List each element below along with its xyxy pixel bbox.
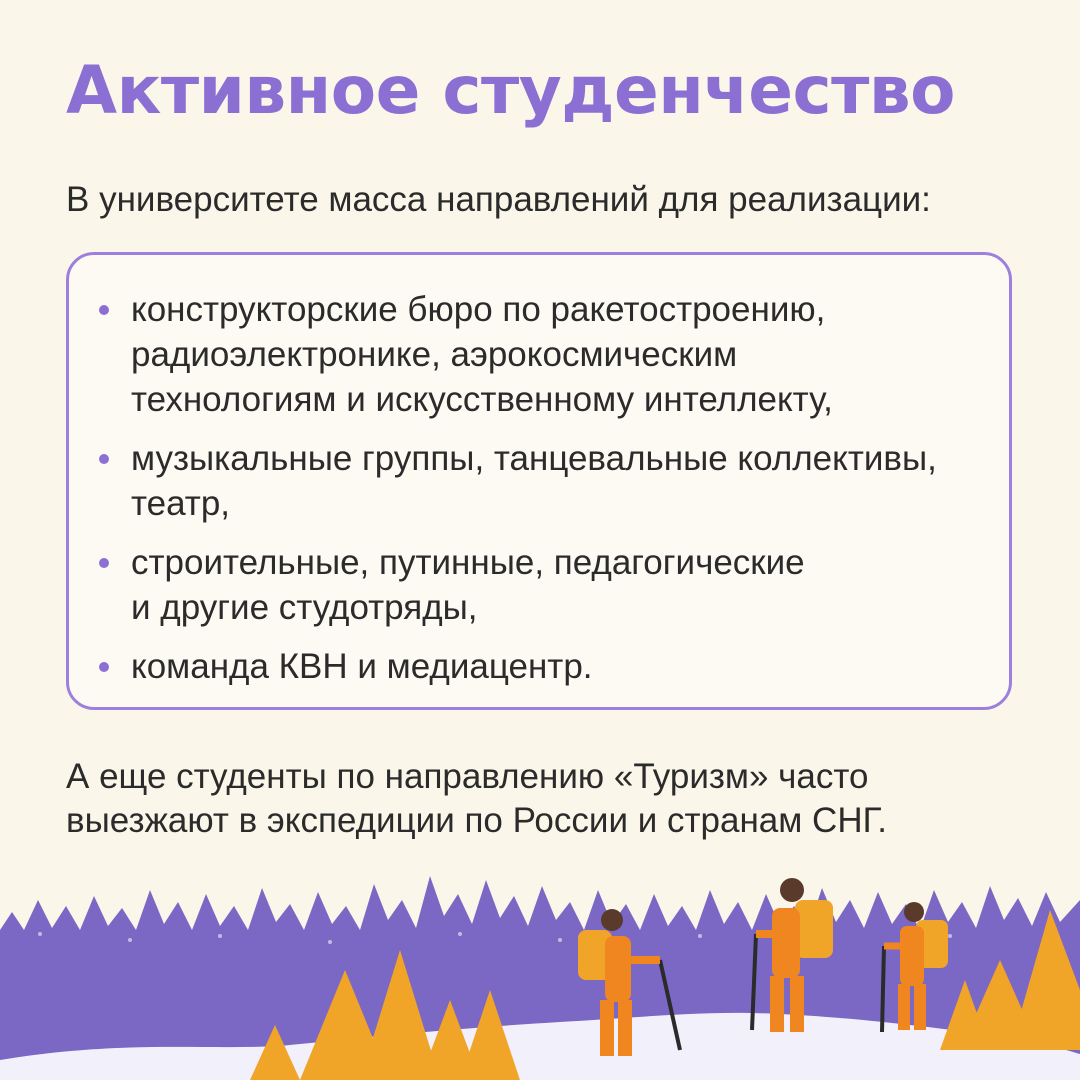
bullet-icon	[99, 662, 109, 672]
list-item-line: строительные, путинные, педагогические	[131, 543, 805, 582]
list-item-line: и другие студотряды,	[131, 588, 478, 627]
list-item	[131, 540, 989, 630]
list-item-line: музыкальные группы, танцевальные коллективы,	[131, 439, 937, 478]
page-title: Активное студенчество	[66, 52, 955, 129]
bullet-icon	[99, 454, 109, 464]
directions-list	[69, 255, 1009, 689]
outro-text	[66, 755, 887, 843]
list-item	[131, 287, 989, 422]
hikers-illustration	[0, 850, 1080, 1080]
list-item	[131, 436, 989, 526]
list-item-line: театр,	[131, 484, 231, 523]
list-item-line: команда КВН и медиацентр.	[131, 647, 593, 686]
bullet-icon	[99, 558, 109, 568]
bullet-icon	[99, 305, 109, 315]
outro-line: А еще студенты по направлению «Туризм» часто	[66, 757, 869, 796]
list-item-line: технологиям и искусственному интеллекту,	[131, 380, 833, 419]
list-item-line: конструкторские бюро по ракетостроению,	[131, 290, 826, 329]
list-item	[131, 644, 989, 689]
intro-text: В университете масса направлений для реализации:	[66, 180, 931, 219]
directions-box	[66, 252, 1012, 710]
list-item-line: радиоэлектронике, аэрокосмическим	[131, 335, 738, 374]
outro-line: выезжают в экспедиции по России и странам СНГ.	[66, 801, 887, 840]
